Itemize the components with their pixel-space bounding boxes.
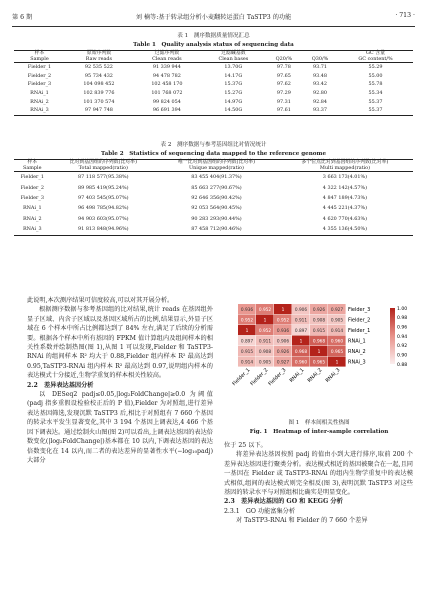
paragraph: 以 DESeq2 padj≤0.05,|log₂FoldChange|≥0.0 为阈值(padj 指多重假设检验校正后的 P 值),Fielder 为对照组,进行差异表达基因筛选,发现沉默 TaSTP3 后,相比于对照组有 7 660 个基因的转录水平发生显著变化,其中 3 194 个基因上调表达,4 466 个基因下调表达。通过绘制火山图(图 2)可以看出,上调表达基因的表达倍数变化(|log₂FoldChange|)基本都在 10 以内,下调表达基因的表达倍数变化在 14 以内,而二者的表达差异的显著性水平(−log₁₀padj)大部分: [27, 391, 213, 464]
table-cell: 97.29: [276, 89, 291, 96]
right-column: [224, 441, 413, 526]
table-cell: Fielder_3: [27, 81, 52, 88]
heatmap-cell-value: 0.905: [258, 360, 272, 366]
column-header-en: Multi mapped(ratio): [277, 166, 413, 172]
figure1-caption-cn: 图 1 样本间相关性热图: [288, 420, 350, 426]
heatmap-cell-value: 0.952: [258, 328, 272, 334]
heatmap-cell-value: 0.897: [240, 339, 254, 345]
heatmap-row-labels: [348, 307, 370, 366]
heatmap-cell-value: 0.926: [312, 307, 326, 313]
table-cell: 15.27G: [224, 89, 243, 96]
table-cell: 92 646 356(90.42%): [191, 195, 242, 201]
table-cell: 93.71: [312, 64, 327, 71]
table-cell: 94 478 782: [152, 72, 181, 79]
table-cell: 97.31: [276, 98, 291, 105]
column-header-en: Unique mapped(ratio): [156, 166, 277, 172]
table-cell: 93.48: [312, 72, 327, 79]
table2-title-cn: 表 2 测序数据与参考基因组比对情况统计: [160, 142, 267, 148]
heatmap-cell-value: 0.960: [330, 339, 344, 345]
heatmap-cell-value: 0.936: [276, 328, 290, 334]
table-cell: 99 824 054: [152, 98, 181, 105]
table-cell: 97.78: [276, 64, 291, 71]
paragraph: 对 TaSTP3-RNAi 和 Fielder 的 7 660 个差异: [236, 517, 368, 525]
table-cell: 91 339 944: [152, 64, 181, 71]
heatmap-cell-value: 0.927: [276, 360, 290, 366]
table1-title-cn: 表 1 测序数据质量情况汇总: [177, 33, 250, 39]
color-scale-ticks: [397, 306, 407, 368]
paragraph: 位于 25 以下。: [224, 442, 267, 449]
table-row: [14, 214, 413, 224]
subsection-heading-2-3-1: 2.3.1 GO 功能富集分析: [224, 507, 296, 515]
table-cell: 55.37: [368, 98, 383, 105]
table-row: [14, 224, 413, 235]
color-scale-tick: 0.94: [397, 334, 408, 340]
table2-body: [14, 172, 413, 235]
heatmap-cell-value: 0.936: [240, 307, 254, 313]
heatmap-column-label: Fielder_1: [231, 367, 252, 388]
heatmap-cells: [238, 304, 346, 367]
table-cell: 4 355 136(4.50%): [277, 224, 413, 235]
color-scale-tick: 0.92: [397, 344, 408, 350]
column-header-cn: 唯一比对到基因组的序列数(比对率): [156, 160, 277, 166]
figure1-caption-en: Fig. 1 Heatmap of inter-sample correlation: [249, 429, 389, 435]
table-cell: 4 620 770(4.63%): [322, 215, 368, 222]
table1: [14, 50, 413, 116]
table-row: [14, 98, 413, 107]
heatmap-row-label: RNAi_1: [348, 338, 366, 345]
paragraph: 根据测序数据与参考基因组的比对结果,统计 reads 在基因组外显子区域、内含子区域以及基因区域所占的比例,结果显示,外显子区域在 6 个样本中所占比例都达到了 84% 左右,满足了后续的分析需要。根据各个样本中所有基因的 FPKM 值计算组内及组间样本的相关性系数并绘制热图(图 1),从图 1 可以发现,Fielder 和 TaSTP3-RNAi 的组间样本 R² 均大于 0.88,Fielder 组内样本 R² 最高达到 0.95,TaSTP3-RNAi 组内样本 R² 最高达到 0.97,说明组内样本的表达模式十分接近,生物学重复的样本相关性较高。: [27, 306, 213, 380]
table-cell: 87 118 577(95.38%): [78, 174, 129, 181]
table-cell: Fielder_1: [20, 174, 44, 181]
heatmap-cell-value: 1: [335, 360, 339, 366]
table-cell: 55.78: [368, 81, 383, 88]
column-header-en: Q20/%: [266, 57, 302, 63]
table-cell: 97 947 748: [65, 106, 133, 115]
table-cell: 55.37: [338, 106, 413, 115]
table-row: [14, 172, 413, 183]
heatmap-cell-value: 1: [245, 328, 249, 334]
heatmap-row-label: Fielder_2: [348, 317, 371, 324]
heatmap-cell-value: 0.960: [294, 360, 308, 366]
table-cell: RNAi_1: [30, 89, 49, 96]
heatmap-column-label: Fielder_3: [267, 367, 288, 388]
table-cell: Fielder_2: [20, 184, 44, 191]
heatmap-cell-value: 0.952: [276, 318, 290, 324]
heatmap-cell-value: 1: [281, 307, 285, 313]
column-header-cn: 原始序列数: [65, 51, 133, 57]
heatmap-column-label: Fielder_2: [249, 367, 270, 388]
running-header: [12, 10, 415, 24]
heatmap-cell-value: 0.908: [312, 318, 326, 324]
table-cell: 94 903 603(95.07%): [78, 215, 129, 222]
table-cell: 93.37: [302, 106, 338, 115]
heatmap-cell-value: 0.906: [276, 339, 290, 345]
table-cell: 4 445 221(4.37%): [322, 205, 368, 212]
table-cell: 92 535 522: [84, 64, 113, 71]
header-rule: [12, 26, 415, 27]
heatmap-cell-value: 0.915: [312, 328, 326, 334]
table-cell: 102 458 170: [151, 81, 183, 88]
table-cell: 96 498 785(94.82%): [78, 205, 129, 212]
table-cell: 14.50G: [201, 106, 266, 115]
heatmap-row-label: RNAi_3: [348, 359, 366, 366]
table1-body: [14, 63, 413, 116]
heatmap-row-label: Fielder_1: [348, 328, 371, 335]
table-cell: 97.62: [276, 81, 291, 88]
column-header-en: Clean bases: [201, 57, 266, 63]
table-cell: 101 768 072: [151, 89, 183, 96]
table-cell: 89 985 419(95.24%): [78, 184, 129, 191]
table-cell: 15.37G: [224, 81, 243, 88]
heatmap-cell-value: 0.915: [240, 349, 254, 355]
heatmap-cell-value: 0.952: [240, 318, 254, 324]
table-cell: 97.61: [266, 106, 302, 115]
table-cell: 14.17G: [224, 72, 243, 79]
paragraph: 将差异表达基因按照 padj 的值由小到大进行排序,取前 200 个差异表达基因进行聚类分析。表达模式相近的基因被聚合在一起,且同一基因在 Fielder 或 TaSTP3-RNAi 的组内生物学重复中的表达模式相似,组间的表达模式则完全相反(图 3),表明沉默 TaSTP3 对这些基因的转录水平与对照组相比确实是明显变化。: [224, 451, 413, 497]
table-cell: 97.65: [276, 72, 291, 79]
table1-title-en: Table 1 Quality analysis status of sequencing data: [133, 42, 294, 48]
table-cell: Fielder_2: [27, 72, 52, 79]
heatmap-cell-value: 0.908: [258, 349, 272, 355]
table-cell: 85 663 277(90.67%): [191, 184, 242, 191]
column-header-en: Q30/%: [302, 57, 338, 63]
heatmap-cell-value: 1: [317, 349, 321, 355]
heatmap-cell-value: 0.927: [330, 307, 344, 313]
column-header-en: Raw reads: [65, 57, 133, 63]
table-cell: 93.42: [312, 81, 327, 88]
page-number: · 713 ·: [395, 12, 415, 19]
table-cell: 4 847 189(4.73%): [322, 195, 368, 201]
heatmap-cell-value: 0.926: [276, 349, 290, 355]
heatmap-cell-value: 0.897: [294, 328, 308, 334]
table-row: [14, 193, 413, 203]
table-cell: 3 663 173(4.01%): [322, 174, 368, 181]
color-scale-tick: 0.88: [397, 362, 408, 368]
heatmap-row-label: RNAi_2: [348, 349, 366, 356]
table-row: [14, 203, 413, 213]
column-header-cn: GC 含量: [338, 51, 413, 57]
section-heading-2-3: 2.3 差异表达基因的 GO 和 KEGG 分析: [224, 498, 343, 506]
table-cell: 14.97G: [224, 98, 243, 105]
table-cell: RNAi_3: [14, 106, 65, 115]
table-cell: 55.29: [368, 64, 383, 71]
section-heading-2-2: 2.2 差异表达基因分析: [27, 381, 94, 389]
column-header-en: Sample: [14, 166, 51, 172]
table-cell: RNAi_2: [30, 98, 49, 105]
column-header-en: Total mapped(ratio): [51, 166, 157, 172]
table-cell: 97 403 545(95.07%): [78, 195, 129, 201]
table-row: [14, 63, 413, 72]
column-header-cn: 比对到基因组的序列数(比对率): [51, 160, 157, 166]
column-header-en: Sample: [14, 57, 65, 63]
heatmap-column-label: RNAi_1: [288, 367, 306, 384]
heatmap-row-label: Fielder_3: [348, 307, 371, 314]
table-row: [14, 183, 413, 193]
column-header-en: Clean reads: [133, 57, 201, 63]
table-cell: 104 098 452: [83, 81, 115, 88]
table-cell: 55.34: [368, 89, 383, 96]
heatmap-cell-value: 0.965: [312, 360, 326, 366]
heatmap-cell-value: 0.905: [330, 318, 344, 324]
column-header-cn: 过滤序列数: [133, 51, 201, 57]
heatmap-cell-value: 0.906: [294, 307, 308, 313]
left-column: [27, 296, 213, 465]
table-row: [14, 80, 413, 89]
table-cell: 92.80: [312, 89, 327, 96]
column-header-cn: 多个位点比对到基因组的序列数(比对率): [277, 160, 413, 166]
color-scale-tick: 1.00: [397, 306, 408, 312]
running-title: 刘 楠等:基于转录组分析小麦翻转运蛋白 TaSTP3 的功能: [135, 14, 292, 21]
column-header-cn: 样本: [14, 51, 65, 57]
table-cell: RNAi_3: [14, 224, 51, 235]
color-scale-tick: 0.96: [397, 325, 408, 331]
table-cell: Fielder_1: [27, 64, 52, 71]
table-cell: 95 734 432: [84, 72, 113, 79]
heatmap-cell-value: 1: [263, 318, 267, 324]
table-cell: 96 691 394: [133, 106, 201, 115]
table-cell: RNAi_1: [22, 205, 42, 212]
heatmap-column-labels: [231, 367, 341, 387]
table-cell: 91 813 848(94.96%): [51, 224, 157, 235]
issue-number: 第 6 期: [12, 14, 33, 21]
color-scale-tick: 0.98: [397, 316, 408, 322]
heatmap-cell-value: 0.914: [240, 360, 254, 366]
table-cell: 87 458 712(90.46%): [156, 224, 277, 235]
heatmap-cell-value: 0.968: [312, 339, 326, 345]
table-row: [14, 89, 413, 98]
heatmap-cell-value: 1: [299, 339, 303, 345]
heatmap-cell-value: 0.911: [294, 318, 308, 324]
table-cell: 55.00: [368, 72, 383, 79]
heatmap-cell-value: 0.965: [330, 349, 344, 355]
table-cell: 90 283 293(90.44%): [191, 215, 242, 222]
table-cell: 4 322 142(4.57%): [322, 184, 368, 191]
color-scale-bar: [390, 308, 395, 364]
table-cell: 92.84: [312, 98, 327, 105]
paragraph: 此说明,本次测序结果可信度较高,可以对其开展分析。: [27, 297, 174, 304]
column-header-cn: 样本: [14, 160, 51, 166]
heatmap-cell-value: 0.911: [258, 339, 272, 345]
table-cell: Fielder_3: [20, 195, 44, 201]
heatmap-cell-value: 0.968: [294, 349, 308, 355]
table2-title-en: Table 2 Statistics of sequencing data mapped to the reference genome: [100, 151, 327, 157]
table-cell: 13.70G: [224, 64, 243, 71]
heatmap-column-label: RNAi_3: [324, 367, 342, 384]
column-header-cn: 过滤碱基数: [201, 51, 266, 57]
table-cell: 101 370 574: [83, 98, 115, 105]
table-cell: 92 053 564(90.45%): [191, 205, 242, 212]
table-row: [14, 72, 413, 81]
correlation-heatmap: [224, 300, 414, 410]
heatmap-cell-value: 0.914: [330, 328, 344, 334]
column-header-en: GC content/%: [338, 57, 413, 63]
table2: [14, 159, 413, 236]
table-cell: 83 455 404(91.37%): [191, 174, 242, 181]
color-scale-tick: 0.90: [397, 353, 408, 359]
heatmap-cell-value: 0.952: [258, 307, 272, 313]
table-cell: 102 839 776: [83, 89, 115, 96]
heatmap-column-label: RNAi_2: [306, 367, 324, 384]
table-cell: RNAi_2: [22, 215, 42, 222]
table-row: [14, 106, 413, 115]
